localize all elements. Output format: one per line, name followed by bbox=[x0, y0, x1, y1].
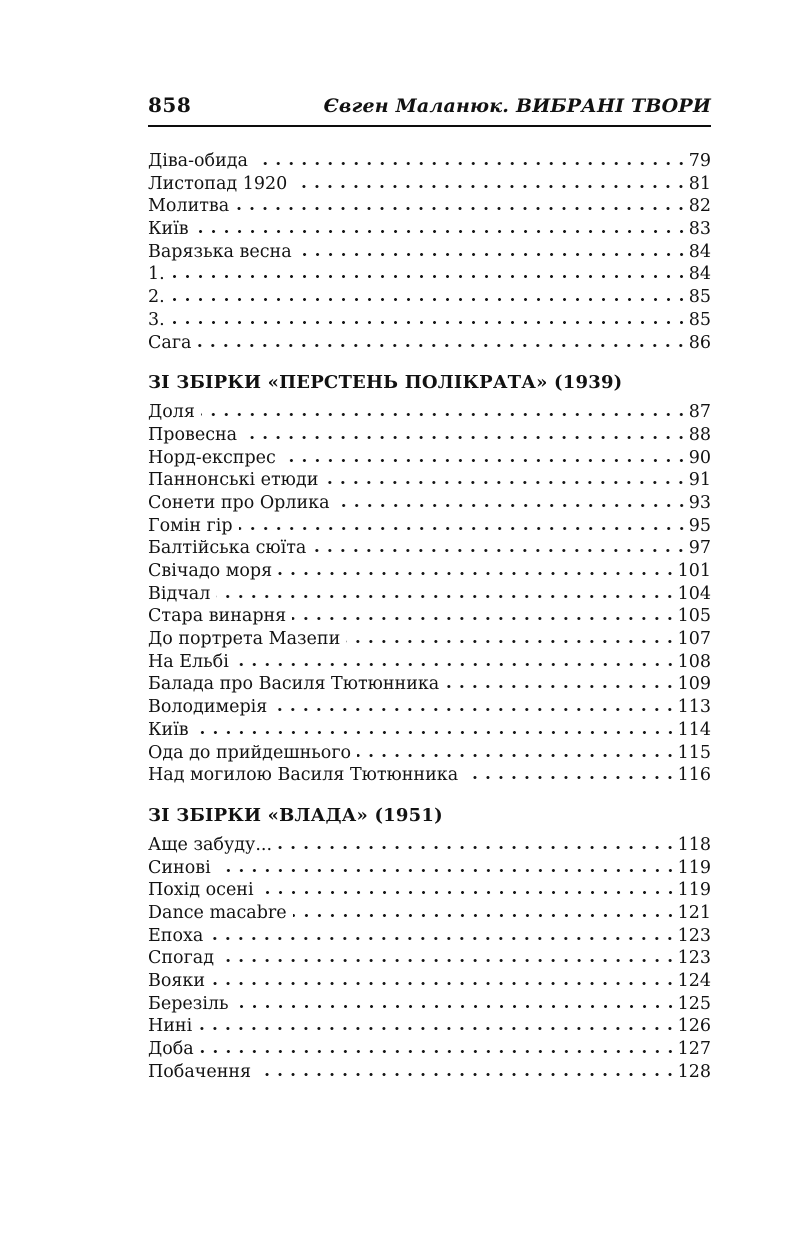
toc-entry-title: 3. bbox=[148, 309, 165, 330]
toc-entry-page: 121 bbox=[677, 902, 711, 923]
toc-entry-page: 119 bbox=[677, 857, 711, 878]
toc-entry-title: Балада про Василя Тютюнника bbox=[148, 674, 440, 695]
toc-entry-page: 126 bbox=[677, 1016, 711, 1037]
toc-entry-page: 82 bbox=[688, 196, 711, 217]
toc-entry-page: 81 bbox=[688, 173, 711, 194]
toc-entry-page: 107 bbox=[677, 629, 711, 650]
toc-entry-title: Побачення bbox=[148, 1061, 252, 1082]
dot-leader bbox=[171, 297, 689, 302]
dot-leader bbox=[211, 981, 678, 986]
dot-leader bbox=[235, 206, 689, 211]
toc-entry-page: 97 bbox=[688, 538, 711, 559]
toc-entry bbox=[148, 469, 711, 492]
toc-entry-title: Синові bbox=[148, 857, 211, 878]
toc-entry-title: Норд-експрес bbox=[148, 447, 276, 468]
dot-leader bbox=[278, 845, 678, 850]
toc-entry bbox=[148, 651, 711, 674]
dot-leader bbox=[239, 526, 689, 531]
toc-entry-page: 87 bbox=[688, 402, 711, 423]
toc-entry-page: 85 bbox=[688, 287, 711, 308]
toc-entry bbox=[148, 628, 711, 651]
toc-entry-title: Листопад 1920 bbox=[148, 173, 288, 194]
toc-entry-page: 85 bbox=[688, 309, 711, 330]
toc-entry bbox=[148, 195, 711, 218]
dot-leader bbox=[235, 1004, 678, 1009]
dot-leader bbox=[254, 161, 689, 166]
toc-entry-title: Похід осені bbox=[148, 880, 254, 901]
toc-entry-page: 79 bbox=[688, 151, 711, 171]
dot-leader bbox=[235, 662, 678, 667]
dot-leader bbox=[273, 707, 677, 712]
toc-entry bbox=[148, 970, 711, 993]
toc-entry bbox=[148, 537, 711, 560]
toc-entry-title: Гомін гір bbox=[148, 515, 233, 536]
toc-entry-title: Володимерія bbox=[148, 697, 268, 718]
dot-leader bbox=[195, 229, 689, 234]
toc-entry bbox=[148, 1015, 711, 1038]
toc-entry-title: Молитва bbox=[148, 196, 230, 217]
toc-entry-page: 127 bbox=[677, 1039, 711, 1060]
toc-entry bbox=[148, 515, 711, 538]
toc-entry-title: Нині bbox=[148, 1016, 193, 1037]
toc-entry bbox=[148, 1061, 711, 1084]
toc-entry bbox=[148, 1038, 711, 1061]
toc-entry bbox=[148, 696, 711, 719]
toc-entry-page: 116 bbox=[677, 765, 711, 786]
toc bbox=[148, 150, 711, 1083]
toc-entry bbox=[148, 857, 711, 880]
toc-entry bbox=[148, 925, 711, 948]
toc-entry bbox=[148, 834, 711, 857]
toc-entry-page: 104 bbox=[677, 583, 711, 604]
toc-entry-title: Над могилою Василя Тютюнника bbox=[148, 765, 459, 786]
dot-leader bbox=[198, 1026, 677, 1031]
dot-leader bbox=[464, 775, 677, 780]
toc-entry-page: 93 bbox=[688, 492, 711, 513]
toc-entry bbox=[148, 218, 711, 241]
toc-entry-title: Провесна bbox=[148, 424, 238, 445]
toc-entry-page: 123 bbox=[677, 925, 711, 946]
dot-leader bbox=[312, 548, 688, 553]
toc-entry-title: Київ bbox=[148, 719, 189, 740]
toc-entry-title: Епоха bbox=[148, 925, 204, 946]
toc-entry-title: Аще забуду... bbox=[148, 834, 273, 855]
dot-leader bbox=[220, 958, 678, 963]
toc-entry bbox=[148, 263, 711, 286]
toc-entry bbox=[148, 173, 711, 196]
toc-section bbox=[148, 371, 711, 787]
dot-leader bbox=[357, 753, 678, 758]
toc-entry bbox=[148, 605, 711, 628]
toc-entry-title: Київ bbox=[148, 219, 189, 240]
toc-entry-title: До портрета Мазепи bbox=[148, 629, 341, 650]
toc-entry bbox=[148, 879, 711, 902]
toc-entry-page: 84 bbox=[688, 241, 711, 262]
dot-leader bbox=[209, 936, 677, 941]
toc-entry-title: Сонети про Орлика bbox=[148, 492, 330, 513]
toc-section bbox=[148, 150, 711, 354]
dot-leader bbox=[298, 252, 689, 257]
dot-leader bbox=[171, 320, 689, 325]
toc-entry bbox=[148, 447, 711, 470]
toc-entry-page: 101 bbox=[677, 561, 711, 581]
dot-leader bbox=[201, 412, 689, 417]
toc-entry-page: 90 bbox=[688, 447, 711, 468]
toc-entry-page: 113 bbox=[677, 697, 711, 718]
dot-leader bbox=[216, 594, 677, 599]
toc-entry-page: 108 bbox=[677, 651, 711, 672]
toc-entry-title: Доба bbox=[148, 1039, 194, 1060]
toc-entry bbox=[148, 286, 711, 309]
toc-section bbox=[148, 804, 711, 1084]
toc-entry bbox=[148, 401, 711, 424]
toc-entry-page: 128 bbox=[677, 1061, 711, 1082]
running-header bbox=[148, 93, 711, 127]
page-number: 858 bbox=[148, 93, 192, 117]
dot-leader bbox=[171, 274, 689, 279]
toc-entry-title: Спогад bbox=[148, 948, 214, 969]
dot-leader bbox=[346, 639, 677, 644]
dot-leader bbox=[260, 890, 678, 895]
toc-entry-title: Dance macabre bbox=[148, 902, 287, 923]
dot-leader bbox=[195, 730, 678, 735]
toc-entry-page: 91 bbox=[688, 470, 711, 491]
toc-entry-page: 114 bbox=[677, 719, 711, 740]
dot-leader bbox=[324, 480, 688, 485]
dot-leader bbox=[293, 184, 688, 189]
dot-leader bbox=[292, 616, 677, 621]
toc-entry-title: Свічадо моря bbox=[148, 561, 273, 581]
toc-entry-title: Паннонські етюди bbox=[148, 470, 319, 491]
toc-entry-page: 119 bbox=[677, 880, 711, 901]
toc-entry bbox=[148, 764, 711, 787]
dot-leader bbox=[197, 343, 688, 348]
section-heading: ЗІ ЗБІРКИ «ВЛАДА» (1951) bbox=[148, 804, 443, 826]
toc-entry bbox=[148, 673, 711, 696]
dot-leader bbox=[217, 868, 678, 873]
toc-entry-page: 84 bbox=[688, 264, 711, 285]
toc-entry-title: Вояки bbox=[148, 971, 206, 991]
toc-entry-title: Доля bbox=[148, 402, 195, 423]
toc-entry bbox=[148, 902, 711, 925]
toc-entry-page: 124 bbox=[677, 971, 711, 991]
toc-entry-page: 123 bbox=[677, 948, 711, 969]
toc-entry-title: Березіль bbox=[148, 993, 229, 1014]
toc-entry bbox=[148, 993, 711, 1016]
dot-leader bbox=[257, 1072, 678, 1077]
toc-entry-page: 83 bbox=[688, 219, 711, 240]
toc-entry-page: 115 bbox=[677, 742, 711, 763]
dot-leader bbox=[278, 571, 677, 576]
dot-leader bbox=[336, 503, 689, 508]
toc-entry-title: На Ельбі bbox=[148, 651, 229, 672]
toc-entry bbox=[148, 492, 711, 515]
toc-entry-title: Ода до прийдешнього bbox=[148, 742, 352, 763]
dot-leader bbox=[445, 684, 677, 689]
toc-entry bbox=[148, 150, 711, 173]
toc-entry-page: 118 bbox=[677, 834, 711, 855]
toc-entry bbox=[148, 947, 711, 970]
toc-entry-title: Відчал bbox=[148, 583, 211, 604]
toc-entry-page: 88 bbox=[688, 424, 711, 445]
toc-entry-page: 105 bbox=[677, 606, 711, 627]
dot-leader bbox=[282, 458, 689, 463]
dot-leader bbox=[243, 435, 689, 440]
dot-leader bbox=[293, 913, 678, 918]
toc-entry-page: 95 bbox=[688, 515, 711, 536]
toc-entry-title: Діва-обида bbox=[148, 151, 248, 171]
toc-entry bbox=[148, 241, 711, 264]
toc-entry-page: 86 bbox=[688, 332, 711, 353]
toc-entry-title: Стара винарня bbox=[148, 606, 287, 627]
toc-entry bbox=[148, 424, 711, 447]
section-heading: ЗІ ЗБІРКИ «ПЕРСТЕНЬ ПОЛІКРАТА» (1939) bbox=[148, 372, 623, 394]
toc-entry bbox=[148, 719, 711, 742]
toc-entry-title: Варязька весна bbox=[148, 241, 292, 262]
dot-leader bbox=[200, 1049, 678, 1054]
toc-entry bbox=[148, 332, 711, 355]
toc-entry bbox=[148, 742, 711, 765]
running-title: Євген Маланюк. ВИБРАНІ ТВОРИ bbox=[323, 95, 711, 117]
toc-entry bbox=[148, 309, 711, 332]
toc-entry-title: 1. bbox=[148, 264, 165, 285]
toc-entry bbox=[148, 583, 711, 606]
toc-entry-page: 109 bbox=[677, 674, 711, 695]
toc-entry-title: Сага bbox=[148, 332, 192, 353]
toc-entry-title: Балтійська сюїта bbox=[148, 538, 307, 559]
toc-entry-page: 125 bbox=[677, 993, 711, 1014]
toc-entry-title: 2. bbox=[148, 287, 165, 308]
toc-entry bbox=[148, 560, 711, 583]
